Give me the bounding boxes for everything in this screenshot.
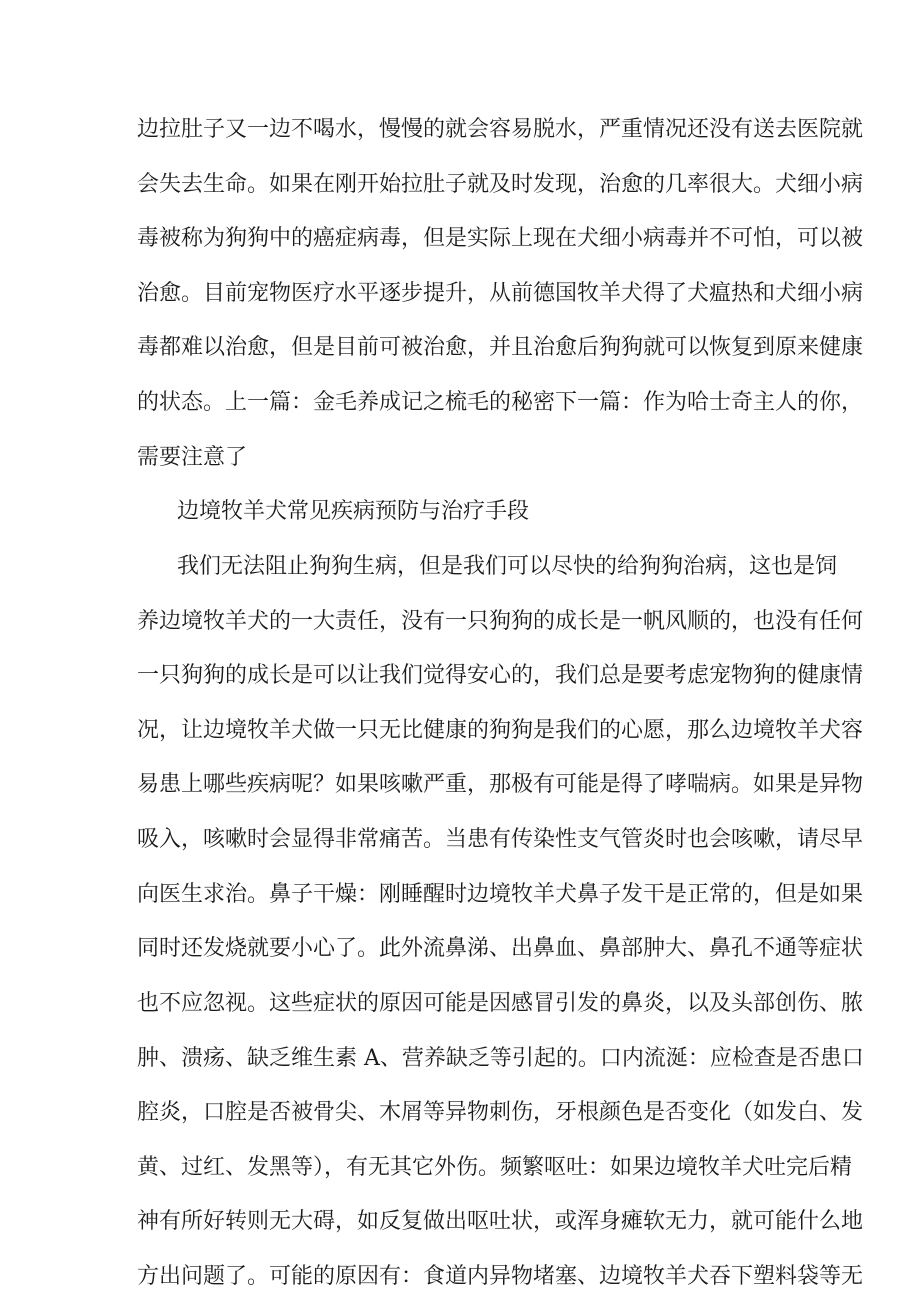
text-line: 养边境牧羊犬的一大责任，没有一只狗狗的成长是一帆风顺的，也没有任何 <box>137 608 864 634</box>
text-line: 毒被称为狗狗中的癌症病毒，但是实际上现在犬细小病毒并不可怕，可以被 <box>137 226 864 252</box>
text-line: 吸入，咳嗽时会显得非常痛苦。当患有传染性支气管炎时也会咳嗽，请尽早 <box>137 827 864 853</box>
text-line: 黄、过红、发黑等），有无其它外伤。频繁呕吐：如果边境牧羊犬吐完后精 <box>137 1154 853 1180</box>
text-line: 会失去生命。如果在刚开始拉肚子就及时发现，治愈的几率很大。犬细小病 <box>137 171 864 197</box>
text-line: 向医生求治。鼻子干燥：刚睡醒时边境牧羊犬鼻子发干是正常的，但是如果 <box>137 881 864 907</box>
text-line: 边拉肚子又一边不喝水，慢慢的就会容易脱水，严重情况还没有送去医院就 <box>137 117 864 142</box>
text-line: 方出问题了。可能的原因有：食道内异物堵塞、边境牧羊犬吞下塑料袋等无 <box>137 1264 864 1289</box>
text-line: 我们无法阻止狗狗生病，但是我们可以尽快的给狗狗治病，这也是饲 <box>177 553 838 579</box>
text-line: 腔炎，口腔是否被骨尖、木屑等异物刺伤，牙根颜色是否变化（如发白、发 <box>137 1100 864 1126</box>
text-line: 的状态。上一篇：金毛养成记之梳毛的秘密下一篇：作为哈士奇主人的你， <box>137 390 864 416</box>
text-line: 神有所好转则无大碍，如反复做出呕吐状，或浑身瘫软无力，就可能什么地 <box>137 1209 864 1235</box>
section-heading: 边境牧羊犬常见疾病预防与治疗手段 <box>177 499 530 525</box>
text-line: 治愈。目前宠物医疗水平逐步提升，从前德国牧羊犬得了犬瘟热和犬细小病 <box>137 280 864 306</box>
text-line: 一只狗狗的成长是可以让我们觉得安心的，我们总是要考虑宠物狗的健康情 <box>137 663 864 689</box>
text-line: 易患上哪些疾病呢？如果咳嗽严重，那极有可能是得了哮喘病。如果是异物 <box>137 772 864 798</box>
text-line: 同时还发烧就要小心了。此外流鼻涕、出鼻血、鼻部肿大、鼻孔不通等症状 <box>137 936 864 962</box>
text-line: 况，让边境牧羊犬做一只无比健康的狗狗是我们的心愿，那么边境牧羊犬容 <box>137 717 864 743</box>
text-line: 肿、溃疡、缺乏维生素 A、营养缺乏等引起的。口内流涎：应检查是否患口 <box>137 1045 864 1071</box>
text-line: 毒都难以治愈，但是目前可被治愈，并且治愈后狗狗就可以恢复到原来健康 <box>137 335 864 361</box>
text-line: 需要注意了 <box>137 444 248 470</box>
text-line: 也不应忽视。这些症状的原因可能是因感冒引发的鼻炎，以及头部创伤、脓 <box>137 990 864 1016</box>
